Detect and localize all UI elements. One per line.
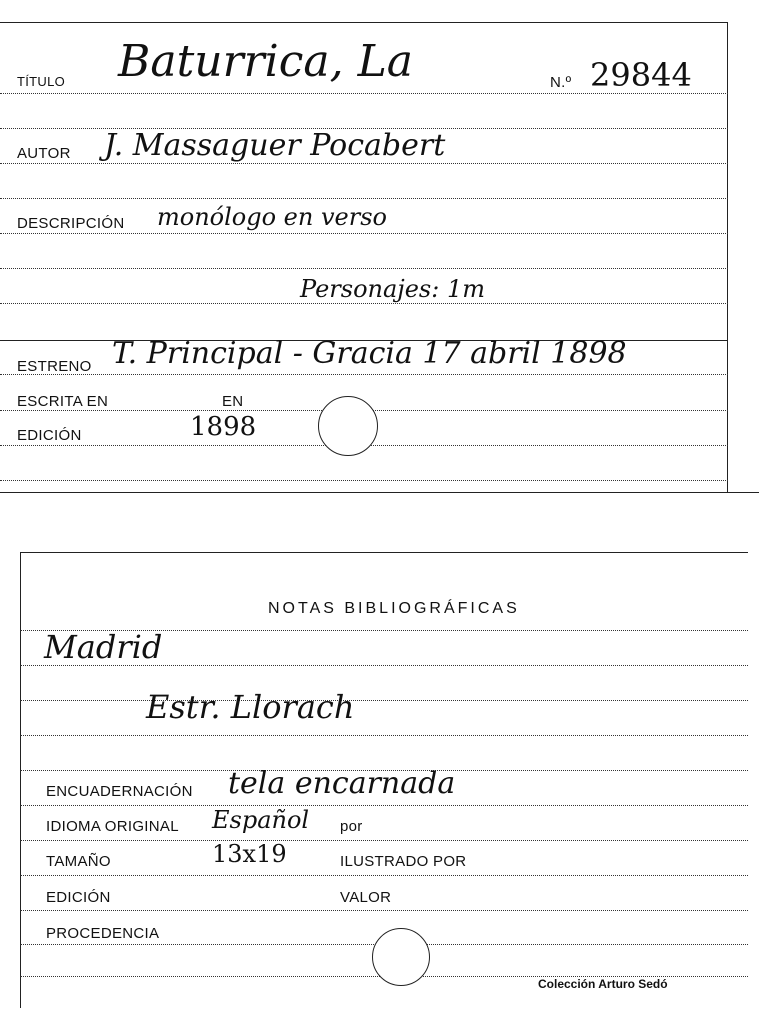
nota-line-1: Madrid [44, 628, 163, 666]
top-border [0, 22, 728, 23]
titulo-value: Baturrica, La [118, 36, 414, 87]
procedencia-label: PROCEDENCIA [46, 925, 160, 942]
edicion-value: 1898 [190, 412, 257, 442]
autor-value: J. Massaguer Pocabert [104, 128, 446, 163]
ruled-line [0, 374, 728, 375]
footer-collection: Colección Arturo Sedó [538, 977, 668, 991]
titulo-label: TÍTULO [17, 74, 66, 89]
ruled-line [20, 875, 748, 876]
idioma-label: IDIOMA ORIGINAL [46, 818, 179, 835]
edicion-label: EDICIÓN [17, 427, 82, 444]
ruled-line [0, 233, 728, 234]
card-separator [0, 492, 759, 493]
ruled-line [0, 198, 728, 199]
ruled-line [20, 910, 748, 911]
tamano-value: 13x19 [212, 840, 287, 868]
ruled-line [20, 840, 748, 841]
notas-heading: NOTAS BIBLIOGRÁFICAS [268, 600, 520, 617]
edicion-label: EDICIÓN [46, 889, 111, 906]
ruled-line [20, 805, 748, 806]
ruled-line [20, 735, 748, 736]
ilustrado-label: ILUSTRADO POR [340, 853, 467, 870]
encuadernacion-label: ENCUADERNACIÓN [46, 783, 193, 800]
autor-label: AUTOR [17, 145, 71, 162]
estreno-label: ESTRENO [17, 358, 92, 375]
left-border [20, 552, 21, 1008]
nota-line-2: Estr. Llorach [146, 688, 355, 726]
bottom-catalog-card [0, 540, 759, 1028]
idioma-value: Español [212, 806, 310, 834]
ruled-line [0, 303, 728, 304]
punch-hole [318, 396, 378, 456]
personajes-value: Personajes: 1m [300, 275, 485, 303]
ruled-line [0, 268, 728, 269]
top-border [20, 552, 748, 553]
punch-hole [372, 928, 430, 986]
numero-value: 29844 [590, 56, 692, 94]
descripcion-value: monólogo en verso [157, 203, 387, 231]
ruled-line [0, 163, 728, 164]
valor-label: VALOR [340, 889, 392, 906]
ruled-line [20, 700, 748, 701]
ruled-line [0, 480, 728, 481]
numero-label: N.º [550, 74, 572, 91]
en-label: EN [222, 393, 244, 410]
encuadernacion-value: tela encarnada [228, 766, 456, 801]
por-label: por [340, 818, 363, 835]
escrita-en-label: ESCRITA EN [17, 393, 109, 410]
top-catalog-card [0, 0, 759, 500]
descripcion-label: DESCRIPCIÓN [17, 215, 125, 232]
tamano-label: TAMAÑO [46, 853, 111, 870]
estreno-value: T. Principal - Gracia 17 abril 1898 [112, 336, 627, 371]
